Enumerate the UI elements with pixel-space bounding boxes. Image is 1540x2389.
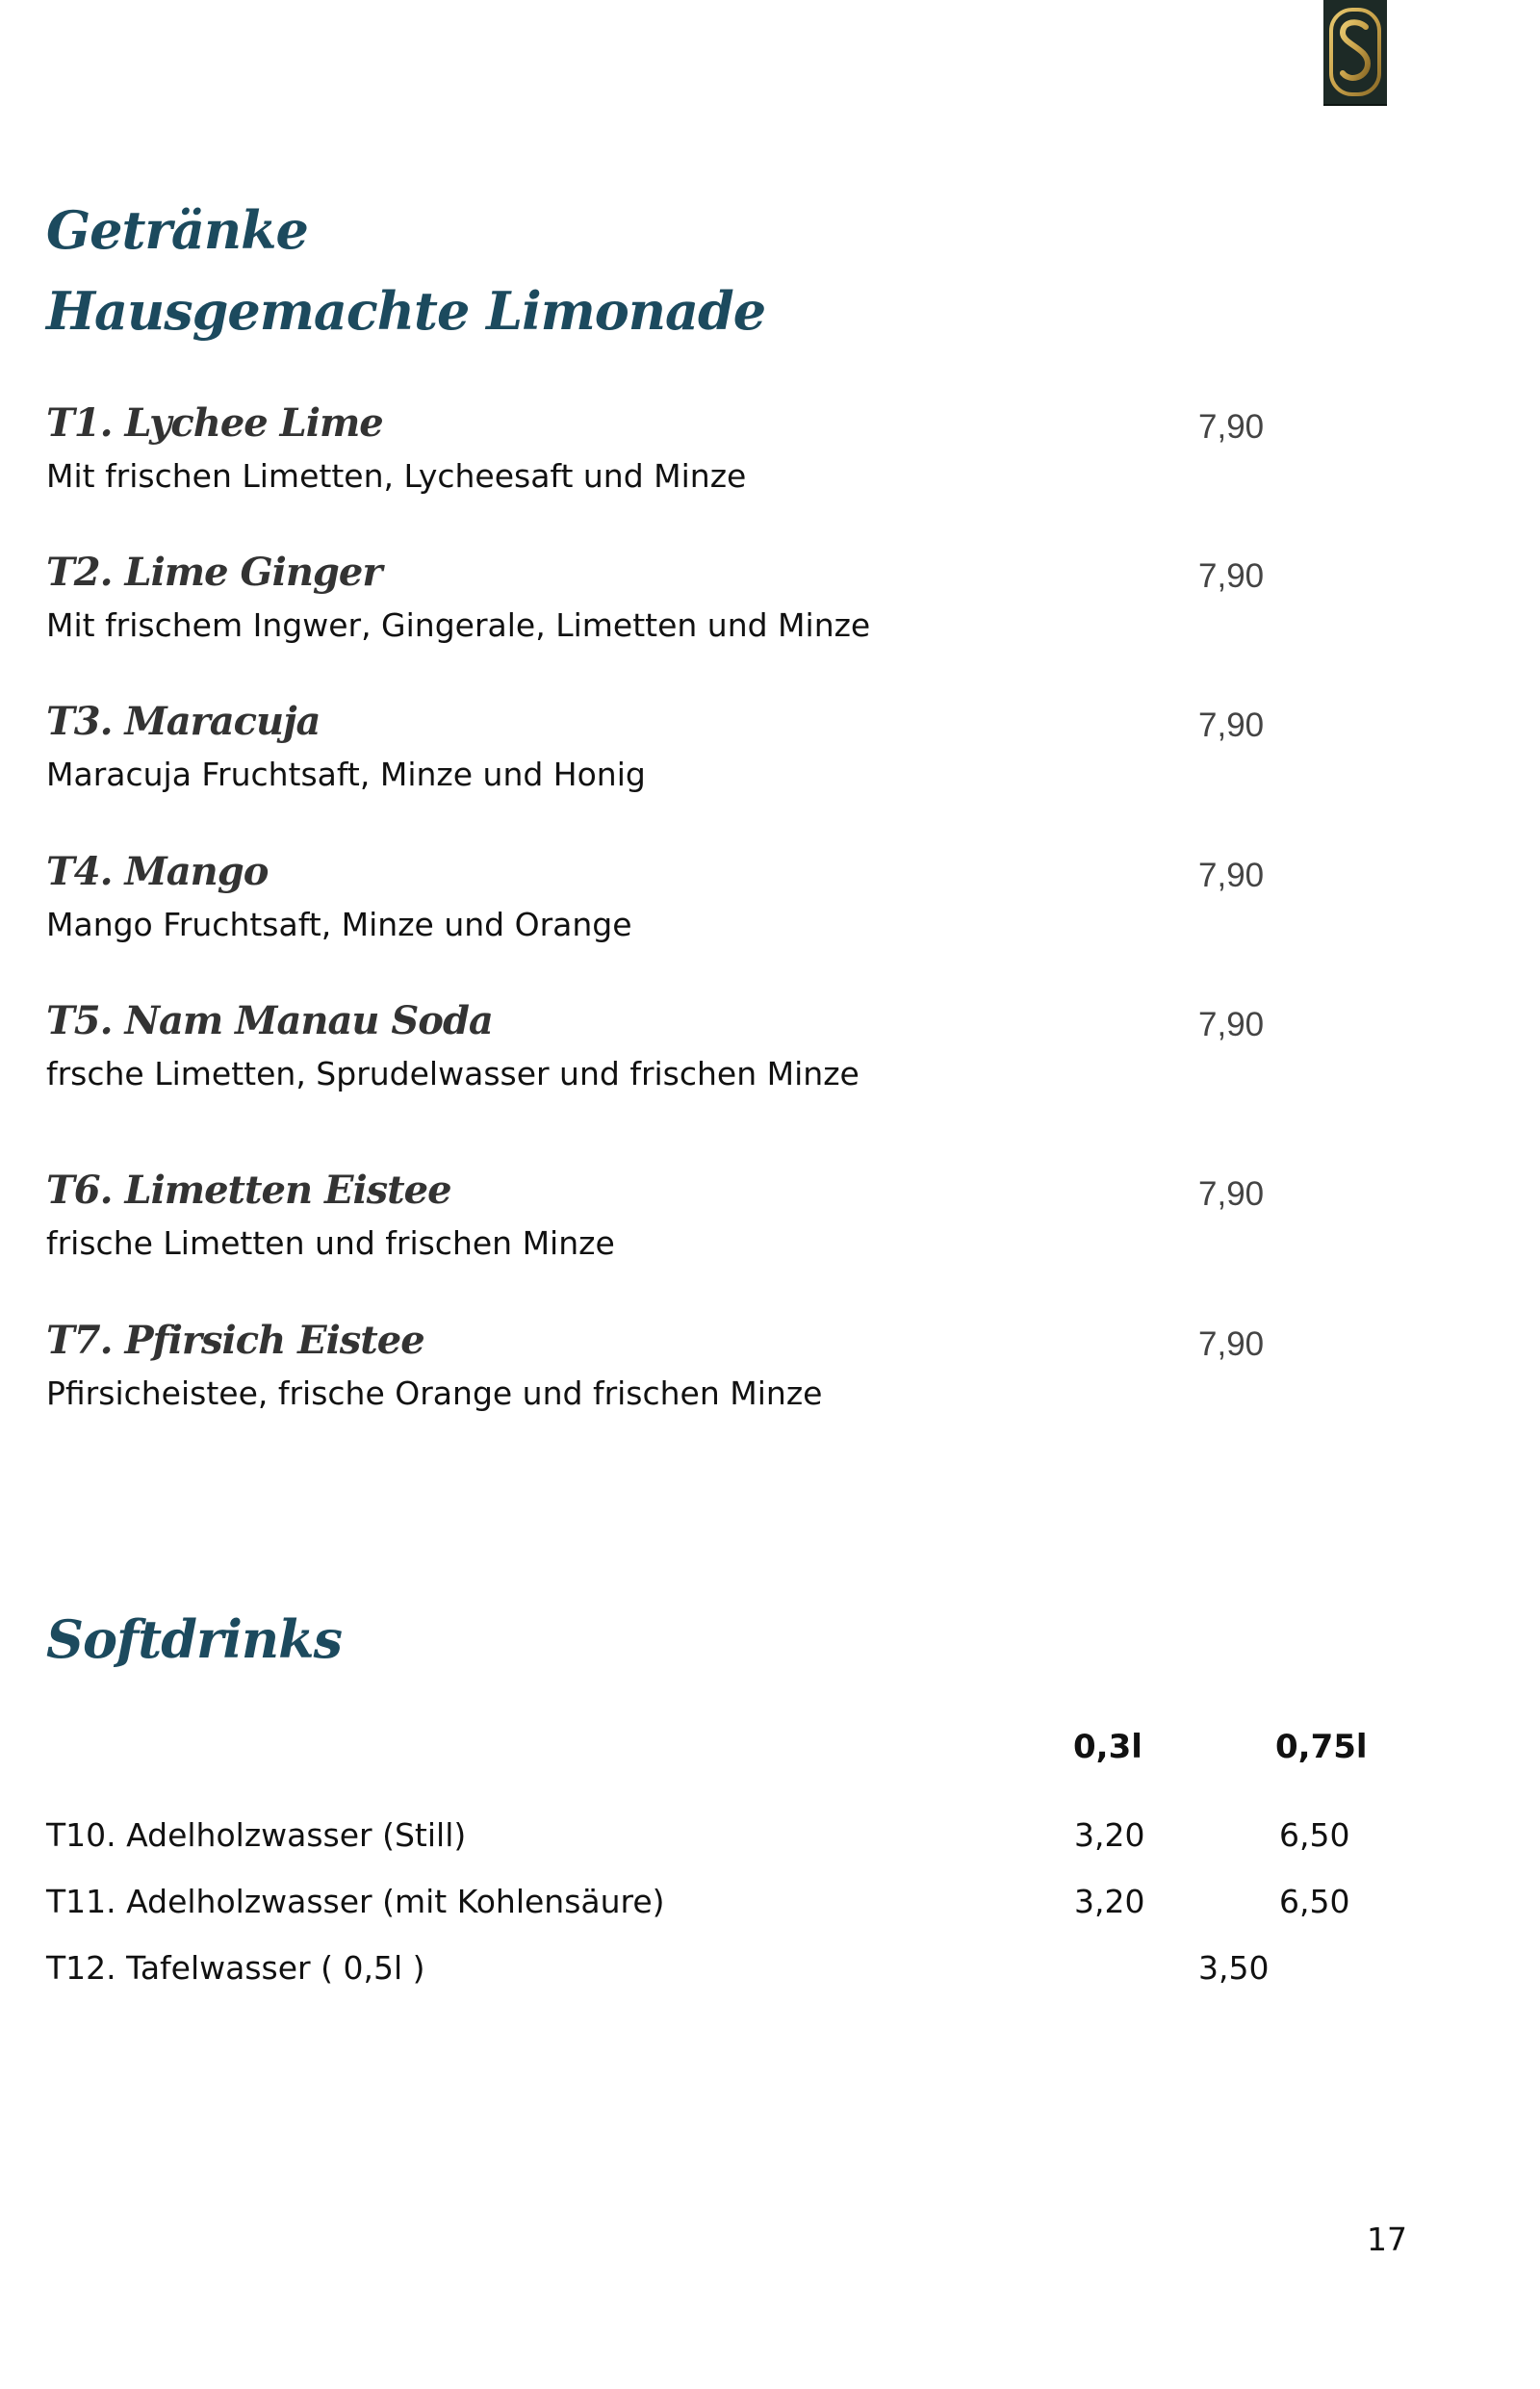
menu-item-name: T3. Maracuja (46, 699, 321, 744)
menu-item-description: Mango Fruchtsaft, Minze und Orange (46, 906, 632, 943)
menu-item-price: 7,90 (1198, 1006, 1265, 1043)
menu-item (46, 1168, 1297, 1277)
menu-item-description: Pfirsicheistee, frische Orange und frischen Minze (46, 1374, 823, 1412)
menu-item (46, 849, 1297, 959)
section-title-hausgemachte-limonade: Hausgemachte Limonade (46, 280, 766, 342)
section-title-getraenke: Getränke (46, 199, 308, 261)
menu-item (46, 400, 1297, 510)
menu-item-description: frsche Limetten, Sprudelwasser und frischen Minze (46, 1055, 860, 1092)
menu-item-price: 7,90 (1198, 408, 1265, 446)
softdrink-row (46, 1949, 1394, 1994)
softdrink-price-small: 3,20 (1074, 1816, 1145, 1854)
menu-item-name: T6. Limetten Eistee (46, 1168, 451, 1213)
menu-item-description: Mit frischem Ingwer, Gingerale, Limetten und Minze (46, 606, 871, 644)
menu-item (46, 998, 1297, 1108)
softdrink-name: T11. Adelholzwasser (mit Kohlensäure) (46, 1883, 665, 1920)
menu-item (46, 550, 1297, 659)
menu-item-name: T4. Mango (46, 849, 269, 894)
menu-item-description: Maracuja Fruchtsaft, Minze und Honig (46, 756, 646, 793)
menu-item (46, 1318, 1297, 1427)
menu-item-name: T5. Nam Manau Soda (46, 998, 493, 1043)
menu-item-description: Mit frischen Limetten, Lycheesaft und Minze (46, 457, 747, 495)
menu-item-name: T7. Pfirsich Eistee (46, 1318, 424, 1363)
menu-item-name: T1. Lychee Lime (46, 400, 383, 446)
menu-item-description: frische Limetten und frischen Minze (46, 1224, 615, 1262)
softdrink-row (46, 1816, 1394, 1862)
menu-item (46, 699, 1297, 809)
restaurant-logo (1323, 0, 1387, 106)
menu-item-name: T2. Lime Ginger (46, 550, 382, 595)
softdrink-price-small: 3,20 (1074, 1883, 1145, 1920)
menu-item-price: 7,90 (1198, 1175, 1265, 1213)
menu-item-price: 7,90 (1198, 857, 1265, 894)
softdrink-price-large: 6,50 (1279, 1883, 1350, 1920)
softdrink-name: T10. Adelholzwasser (Still) (46, 1816, 467, 1854)
softdrink-name: T12. Tafelwasser ( 0,5l ) (46, 1949, 425, 1987)
restaurant-monogram-logo-icon (1323, 0, 1387, 104)
page-number: 17 (1367, 2221, 1407, 2258)
softdrink-price-large: 6,50 (1279, 1816, 1350, 1854)
section-title-softdrinks: Softdrinks (46, 1608, 342, 1670)
softdrink-price: 3,50 (1198, 1949, 1270, 1987)
size-header-large: 0,75l (1275, 1728, 1368, 1766)
size-header-small: 0,3l (1073, 1728, 1142, 1766)
menu-item-price: 7,90 (1198, 1325, 1265, 1363)
menu-item-price: 7,90 (1198, 706, 1265, 744)
menu-item-price: 7,90 (1198, 557, 1265, 595)
softdrink-row (46, 1883, 1394, 1928)
